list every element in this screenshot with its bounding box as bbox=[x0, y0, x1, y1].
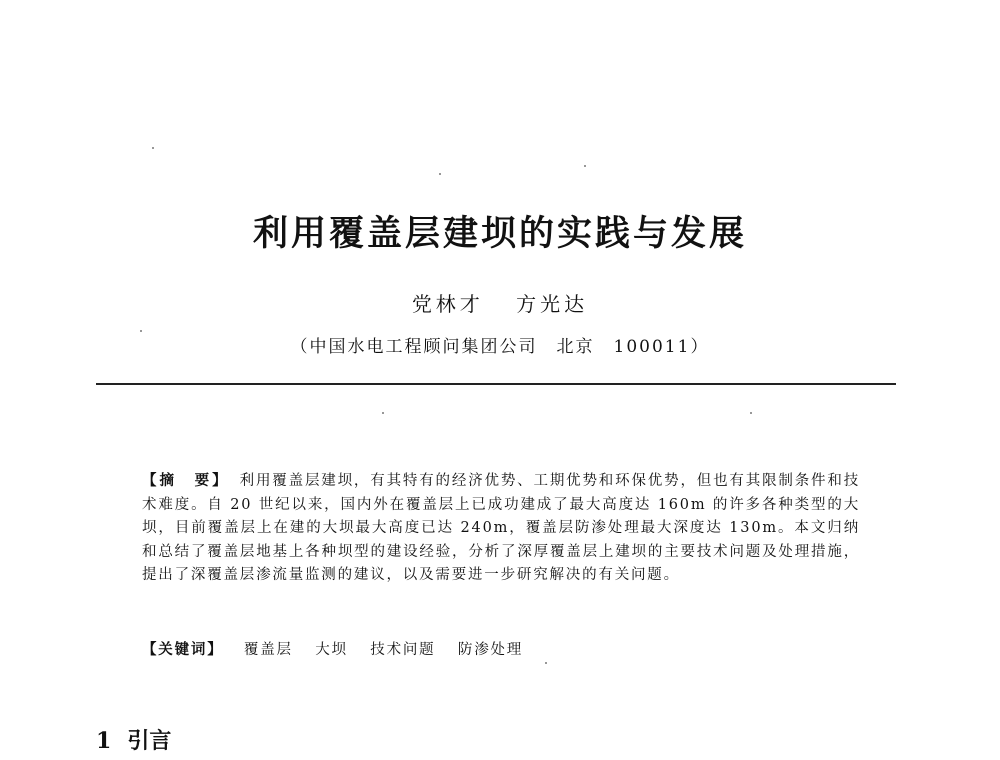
scan-speck bbox=[140, 330, 142, 332]
keyword: 覆盖层 bbox=[243, 642, 293, 658]
author-list bbox=[0, 288, 1000, 317]
scan-speck bbox=[439, 173, 441, 175]
author-name: 方光达 bbox=[516, 292, 589, 316]
abstract-text: 利用覆盖层建坝，有其特有的经济优势、工期优势和环保优势，但也有其限制条件和技术难度。自 20 世纪以来，国内外在覆盖层上已成功建成了最大高度达 160m 的许多各种类型的大坝，目前覆盖层上在建的大坝最大高度已达 240m，覆盖层防渗处理最大深度达 130m。本文归纳和总结了覆盖层地基上各种坝型的建设经验，分析了深厚覆盖层上建坝的主要技术问题及处理措施，提出了深覆盖层渗流量监测的建议，以及需要进一步研究解决的有关问题。 bbox=[142, 473, 861, 583]
keyword: 大坝 bbox=[315, 642, 348, 658]
scan-speck bbox=[545, 662, 547, 664]
scan-speck bbox=[382, 412, 384, 414]
abstract-block bbox=[142, 469, 860, 588]
keywords-label: 【关键词】 bbox=[142, 641, 224, 658]
author-affiliation: （中国水电工程顾问集团公司 北京 100011） bbox=[290, 337, 710, 357]
abstract-label: 【摘 要】 bbox=[142, 472, 230, 489]
header-divider bbox=[96, 383, 896, 385]
keywords-block bbox=[142, 638, 539, 659]
scan-speck bbox=[584, 165, 586, 167]
keyword: 技术问题 bbox=[370, 642, 436, 658]
author-name: 党林才 bbox=[411, 292, 484, 316]
section-heading bbox=[96, 724, 171, 755]
section-title: 引言 bbox=[127, 728, 172, 754]
paper-title: 利用覆盖层建坝的实践与发展 bbox=[252, 214, 747, 254]
section-number: 1 bbox=[96, 728, 112, 754]
keyword: 防渗处理 bbox=[457, 642, 524, 658]
scan-speck bbox=[152, 147, 154, 149]
scan-speck bbox=[750, 412, 752, 414]
